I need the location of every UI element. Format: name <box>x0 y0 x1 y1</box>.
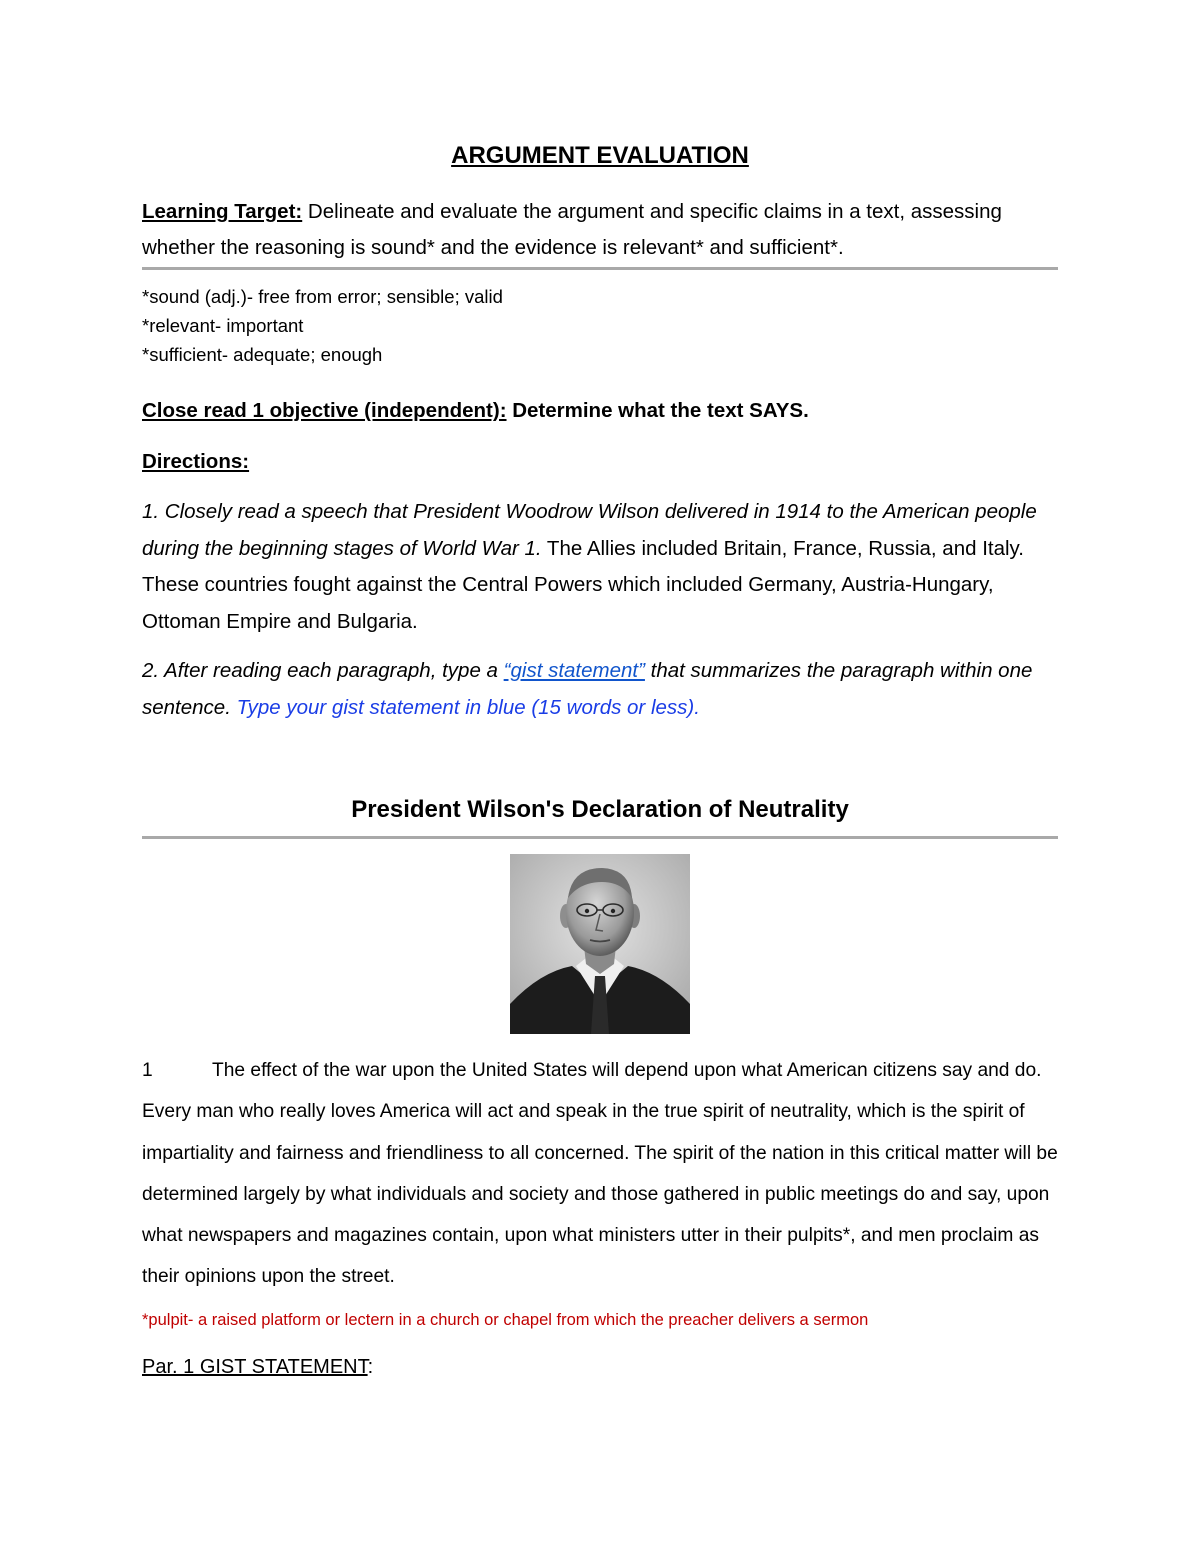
definition-relevant: *relevant- important <box>142 315 304 336</box>
direction-1-text: The Allies included Britain, France, Russia, and Italy. These countries fought against the Central Powers which included Germany, Austria-Hungary, Ottoman Empire and Bulgaria. <box>142 536 1024 633</box>
gist-statement-link[interactable]: “gist statement” <box>503 659 645 682</box>
speech-title: President Wilson's Declaration of Neutrality <box>351 796 849 823</box>
direction-1 <box>142 494 1058 640</box>
close-read-label: Close read 1 objective (independent): <box>142 399 507 422</box>
direction-2-before: 2. After reading each paragraph, type a <box>142 659 504 682</box>
directions-heading: Directions: <box>142 450 250 473</box>
horizontal-rule-2 <box>142 836 1058 839</box>
portrait-photo <box>510 854 690 1034</box>
direction-2 <box>142 653 1058 726</box>
page-title: ARGUMENT EVALUATION <box>451 142 749 169</box>
definition-sound: *sound (adj.)- free from error; sensible; valid <box>142 286 503 307</box>
paragraph-number: 1 <box>142 1060 153 1081</box>
direction-1-italic: 1. Closely read a speech that President Woodrow Wilson delivered in 1914 to the American people during the beginning stages of World War 1. <box>142 500 1037 560</box>
wilson-portrait-image <box>510 854 690 1034</box>
paragraph-1-text: The effect of the war upon the United States will depend upon what American citizens say and do. Every man who really loves America will act and speak in the true spirit of neutrality, which is the spirit of impartiality and fairness and friendliness to all concerned. The spirit of the nation in this critical matter will be determined largely by what individuals and society and those gathered in public meetings do and say, upon what newspapers and magazines contain, upon what ministers utter in their pulpits*, and men proclaim as their opinions upon the street. <box>142 1060 1058 1288</box>
close-read-text: Determine what the text SAYS. <box>506 399 809 422</box>
gist-statement-colon: : <box>367 1356 374 1378</box>
speech-paragraph-1 <box>142 1050 1058 1298</box>
gist-statement-prompt[interactable] <box>142 1356 373 1379</box>
learning-target-text: Delineate and evaluate the argument and specific claims in a text, assessing whether the reasoning is sound* and the evidence is relevant* and sufficient*. <box>142 200 1002 259</box>
learning-target <box>142 194 1058 266</box>
pulpit-footnote: *pulpit- a raised platform or lectern in a church or chapel from which the preacher delivers a sermon <box>142 1311 869 1329</box>
gist-statement-label: Par. 1 GIST STATEMENT <box>142 1356 368 1378</box>
direction-2-blue-text: Type your gist statement in blue (15 words or less). <box>236 695 700 719</box>
direction-2-after: that summarizes the paragraph within one sentence. <box>142 659 1033 719</box>
learning-target-label: Learning Target: <box>142 200 303 223</box>
definitions-list <box>142 282 1058 369</box>
horizontal-rule <box>142 267 1058 270</box>
close-read-objective <box>142 399 1058 423</box>
definition-sufficient: *sufficient- adequate; enough <box>142 344 383 365</box>
